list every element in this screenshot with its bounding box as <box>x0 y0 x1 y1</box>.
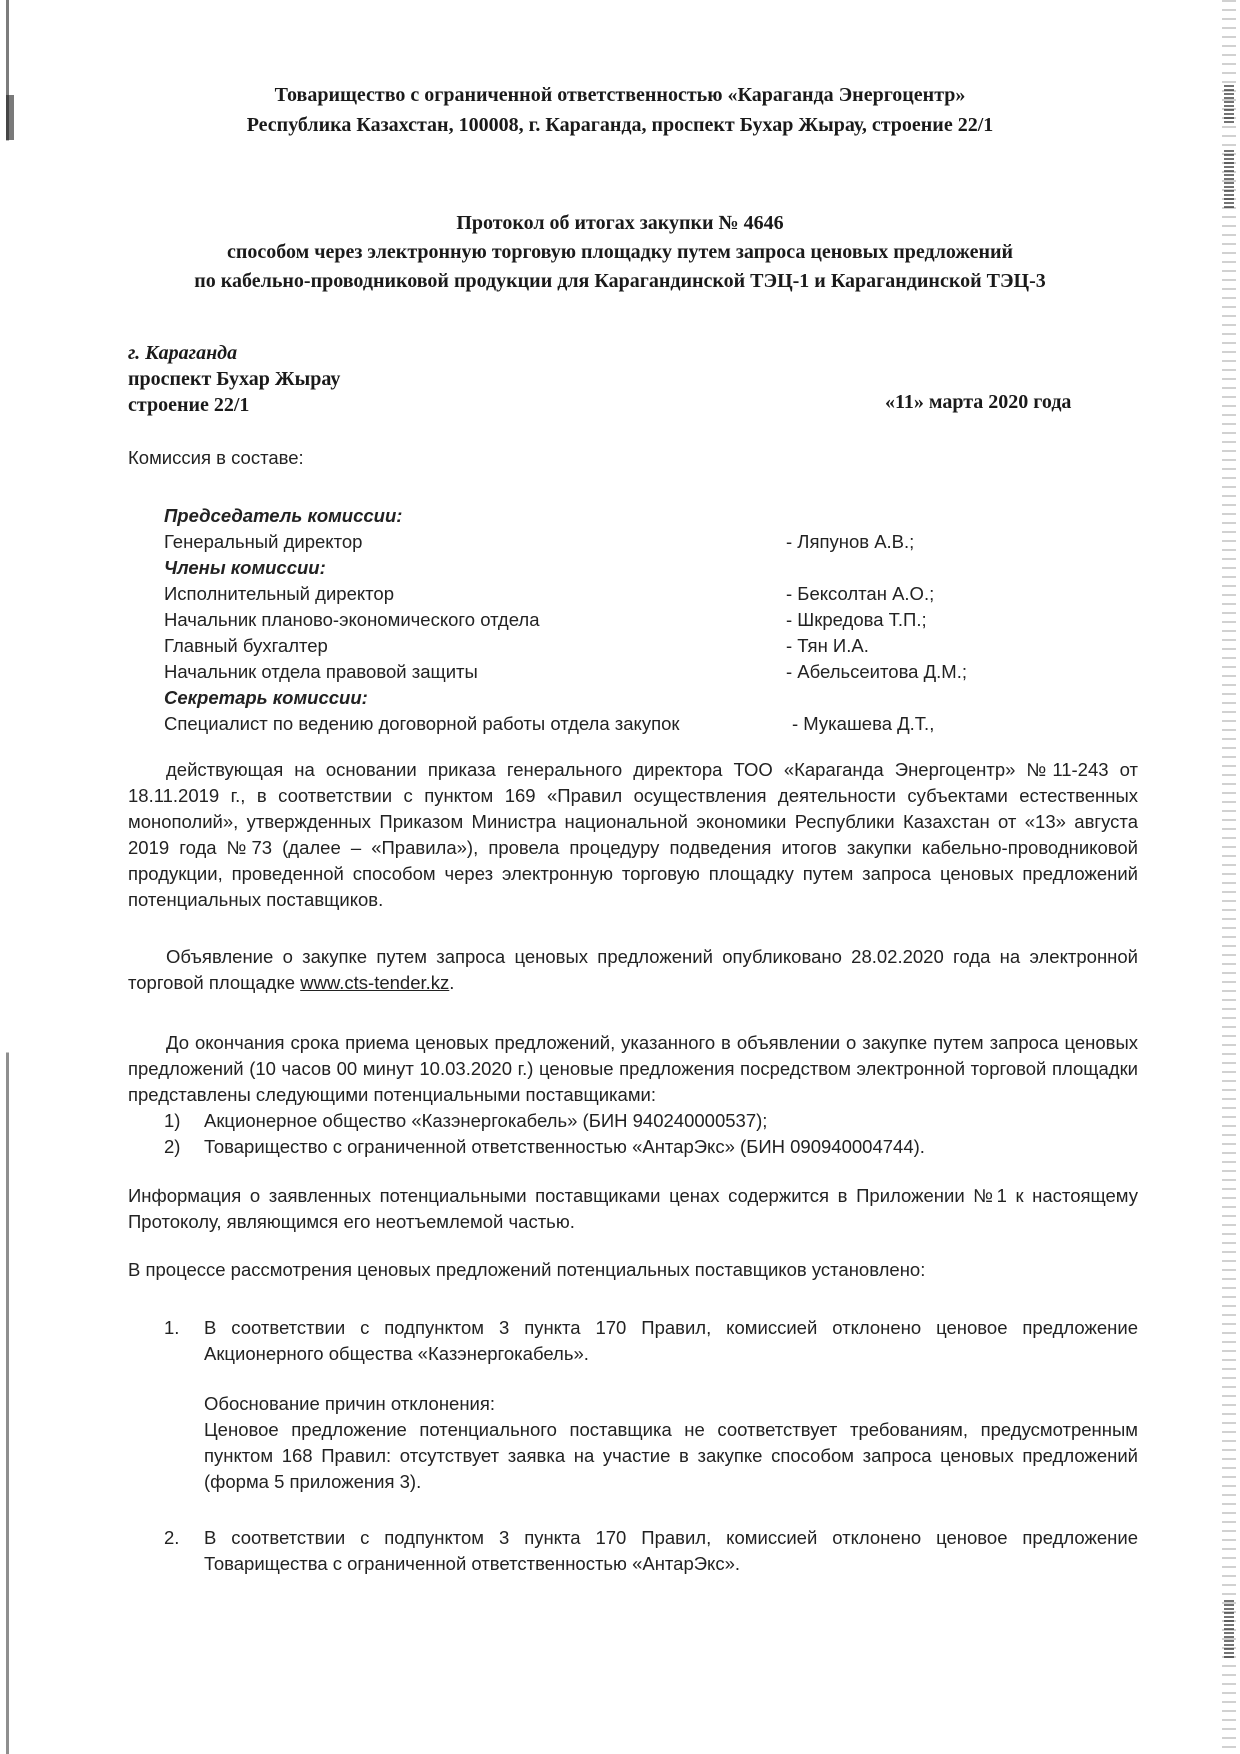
member-name: - Бексолтан А.О.; <box>786 583 935 604</box>
place-block <box>128 340 340 418</box>
member-role: Главный бухгалтер <box>164 635 328 656</box>
commission-intro: Комиссия в составе: <box>128 447 304 468</box>
member-name: - Мукашева Д.Т., <box>792 713 935 734</box>
finding-number: 2. <box>164 1527 180 1548</box>
finding-item <box>164 1315 1138 1367</box>
paragraph-end: . <box>449 972 455 993</box>
member-role: Начальник планово-экономического отдела <box>164 609 540 630</box>
finding-text: В соответствии с подпунктом 3 пункта 170 Правил, комиссией отклонено ценовое предложение Товарищества с ограниченной ответственностью «АнтарЭкс». <box>204 1527 1138 1574</box>
chair-heading: Председатель комиссии: <box>164 505 403 526</box>
paragraph-text: До окончания срока приема ценовых предложений, указанного в объявлении о закупке путем запроса ценовых предложений (10 часов 00 минут 10.03.2020 г.) ценовые предложения посредством электронной торговой площадки представлены следующими потенциальными поставщиками: <box>128 1032 1138 1105</box>
member-role: Исполнительный директор <box>164 583 395 604</box>
scan-mark-right <box>1224 150 1234 210</box>
scan-mark-right <box>1224 1600 1234 1660</box>
paragraph-review <box>128 1257 1138 1283</box>
place-city: г. Караганда <box>128 342 238 364</box>
member-name: - Тян И.А. <box>786 635 869 656</box>
list-item-number: 1) <box>164 1110 181 1131</box>
protocol-subtitle: способом через электронную торговую площадку путем запроса ценовых предложений <box>226 241 1014 263</box>
protocol-subtitle: по кабельно-проводниковой продукции для Карагандинской ТЭЦ-1 и Карагандинской ТЭЦ-3 <box>194 270 1046 292</box>
member-name: - Абельсеитова Д.М.; <box>786 661 967 682</box>
list-item <box>164 1134 925 1160</box>
paragraph-deadline <box>128 1030 1138 1108</box>
reason-text: Ценовое предложение потенциального поставщика не соответствует требованиям, предусмотренным пунктом 168 Правил: отсутствует заявка на участие в закупке способом запроса ценовых предложений (форма 5 приложения 3). <box>204 1419 1138 1492</box>
list-item-text: Акционерное общество «Казэнергокабель» (БИН 940240000537); <box>204 1110 768 1131</box>
member-name: - Ляпунов А.В.; <box>786 531 915 552</box>
finding-number: 1. <box>164 1317 180 1338</box>
paragraph-basis <box>128 757 1138 913</box>
org-name: Товарищество с ограниченной ответственностью «Караганда Энергоцентр» <box>274 84 966 106</box>
reason-heading: Обоснование причин отклонения: <box>204 1393 496 1414</box>
paragraph-text: Объявление о закупке путем запроса ценовых предложений опубликовано 28.02.2020 года на электронной торговой площадке <box>128 946 1138 993</box>
member-role: Специалист по ведению договорной работы отдела закупок <box>164 713 680 734</box>
tender-site-link[interactable]: www.cts-tender.kz <box>300 972 450 993</box>
protocol-date: «11» марта 2020 года <box>885 391 1072 413</box>
paragraph-text: Информация о заявленных потенциальными поставщиками ценах содержится в Приложении №1 к настоящему Протоколу, являющимся его неотъемлемой частью. <box>128 1185 1138 1232</box>
members-heading: Члены комиссии: <box>164 557 326 578</box>
place-street: проспект Бухар Жырау <box>128 368 341 390</box>
paragraph-announcement <box>128 944 1138 996</box>
paragraph-text: В процессе рассмотрения ценовых предложений потенциальных поставщиков установлено: <box>128 1259 926 1280</box>
list-item <box>164 1108 925 1134</box>
member-role: Генеральный директор <box>164 531 363 552</box>
paragraph-appendix <box>128 1183 1138 1235</box>
finding-item <box>164 1525 1138 1577</box>
paragraph-text: действующая на основании приказа генерального директора ТОО «Караганда Энергоцентр» №11-243 от 18.11.2019 г., в соответствии с пунктом 169 «Правил осуществления деятельности субъектами естественных монополий», утвержденных Приказом Министра национальной экономики Республики Казахстан от «13» августа 2019 года №73 (далее – «Правила»), провела процедуру подведения итогов закупки кабельно-проводниковой продукции, проведенной способом через электронную торговую площадку путем запроса ценовых предложений потенциальных поставщиков. <box>128 759 1138 910</box>
commission-members <box>164 503 1024 737</box>
finding-text: В соответствии с подпунктом 3 пункта 170 Правил, комиссией отклонено ценовое предложение Акционерного общества «Казэнергокабель». <box>204 1317 1138 1364</box>
member-name: - Шкредова Т.П.; <box>786 609 927 630</box>
member-role: Начальник отдела правовой защиты <box>164 661 478 682</box>
org-address: Республика Казахстан, 100008, г. Караганда, проспект Бухар Жырау, строение 22/1 <box>246 114 994 136</box>
protocol-title: Протокол об итогах закупки № 4646 <box>456 212 784 234</box>
supplier-list <box>164 1108 925 1160</box>
place-building: строение 22/1 <box>128 394 250 416</box>
list-item-number: 2) <box>164 1136 181 1157</box>
secretary-heading: Секретарь комиссии: <box>164 687 368 708</box>
list-item-text: Товарищество с ограниченной ответственностью «АнтарЭкс» (БИН 090940004744). <box>204 1136 925 1157</box>
